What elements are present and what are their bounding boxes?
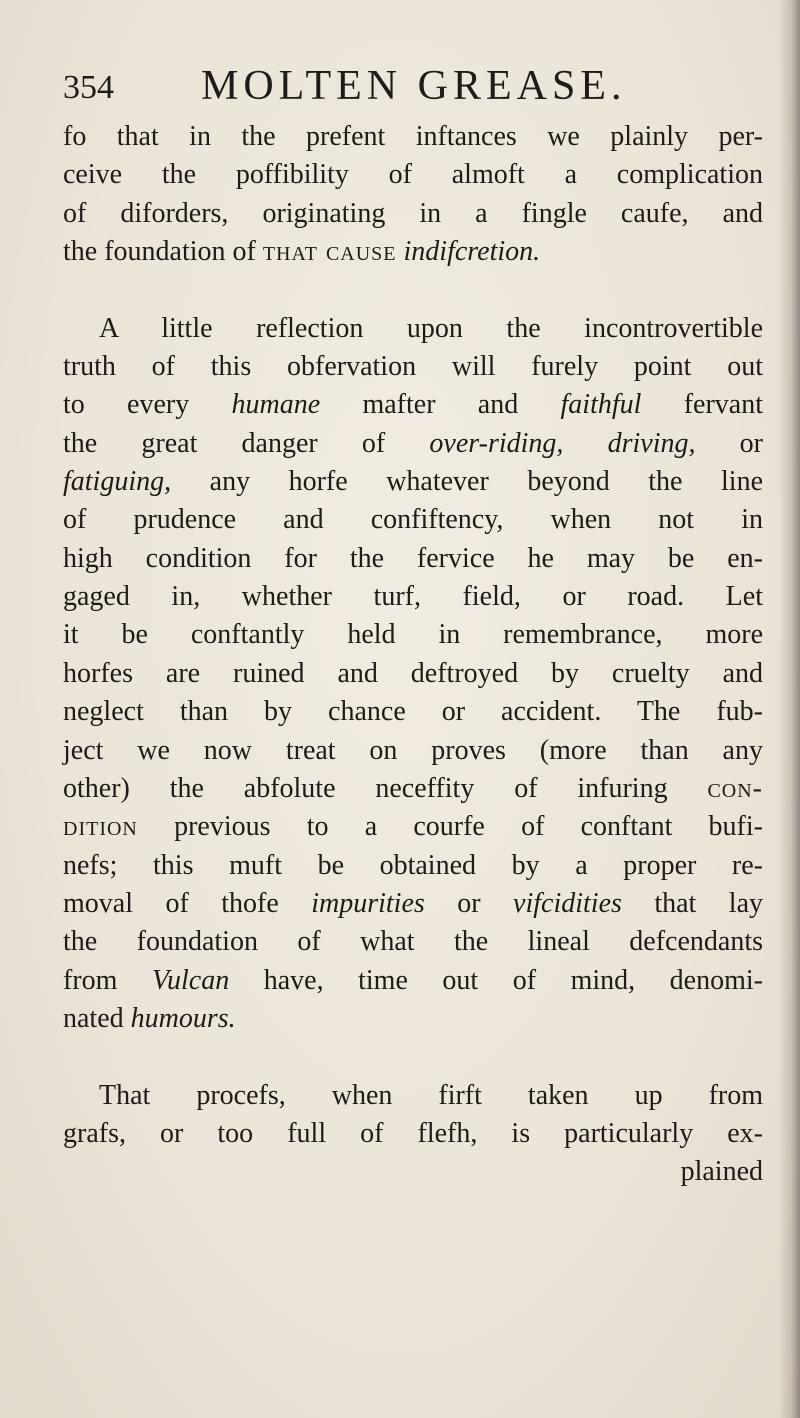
page-number: 354 — [63, 69, 114, 106]
catchword: plained — [680, 1156, 763, 1188]
text-segment — [563, 428, 607, 459]
text-line — [63, 732, 763, 770]
text-line — [63, 540, 763, 578]
text-line — [63, 1000, 763, 1038]
small-caps-text: con- — [707, 772, 763, 804]
text-segment: or — [695, 427, 763, 459]
text-segment: the foundation of what the lineal defcendants — [63, 926, 763, 958]
text-segment: have, time out of mind, denomi- — [229, 964, 763, 996]
text-segment: gaged in, whether turf, field, or road. Let — [63, 581, 763, 613]
text-line — [63, 770, 763, 808]
page-header — [63, 62, 763, 110]
italic-text: humane — [231, 389, 321, 421]
small-caps-text: that cause — [262, 236, 397, 268]
text-line — [63, 156, 763, 194]
text-line — [63, 578, 763, 616]
text-line — [63, 885, 763, 923]
text-line — [63, 1115, 763, 1153]
italic-text: fatiguing, — [63, 466, 172, 498]
text-segment: the foundation of — [63, 236, 263, 268]
text-segment: ject we now treat on proves (more than any — [63, 734, 763, 766]
text-segment: previous to a courfe of conftant bufi- — [137, 811, 763, 843]
text-segment: nefs; this muft be obtained by a proper re- — [63, 849, 763, 881]
text-segment: fervant — [641, 389, 763, 421]
running-head: MOLTEN GREASE. — [201, 63, 627, 109]
italic-text: over-riding, — [429, 427, 564, 459]
text-segment: nated — [63, 1002, 131, 1034]
text-segment: ceive the poffibility of almoft a complication — [63, 159, 763, 191]
page-edge-shadow — [778, 0, 800, 1418]
text-segment: or — [424, 887, 514, 919]
italic-text: vifcidities — [513, 887, 622, 919]
text-segment: fo that in the prefent inftances we plainly per- — [63, 121, 763, 152]
text-line — [63, 1077, 763, 1115]
text-line — [63, 348, 763, 386]
text-line — [63, 808, 763, 846]
text-segment: mafter and — [320, 389, 561, 421]
text-segment: other) the abfolute neceffity of infuring — [63, 772, 708, 804]
italic-text: Vulcan — [151, 964, 230, 996]
text-segment: that lay — [621, 887, 763, 919]
text-segment: moval of thofe — [63, 887, 312, 919]
small-caps-text: dition — [63, 811, 138, 843]
text-line — [63, 693, 763, 731]
italic-text: impurities — [311, 887, 425, 919]
text-segment: truth of this obfervation will furely point out — [63, 351, 763, 383]
text-line — [63, 923, 763, 961]
paragraph-2 — [63, 310, 763, 1039]
text-line — [63, 463, 763, 501]
text-segment: the great danger of — [63, 427, 430, 459]
text-line — [63, 310, 763, 348]
italic-text: faithful — [560, 389, 642, 421]
text-segment: That procefs, when firft taken up from — [99, 1079, 763, 1111]
text-line — [63, 233, 763, 271]
text-segment — [397, 236, 404, 267]
text-line — [63, 847, 763, 885]
body-text — [63, 118, 763, 1192]
text-segment: grafs, or too full of flefh, is particularly ex- — [63, 1117, 763, 1149]
text-segment: any horfe whatever beyond the line — [171, 466, 763, 498]
italic-text: humours. — [130, 1002, 236, 1034]
paragraph-gap — [63, 271, 763, 309]
text-segment: it be conftantly held in remembrance, more — [63, 619, 763, 651]
text-segment: horfes are ruined and deftroyed by cruelty and — [63, 657, 763, 689]
paragraph-3 — [63, 1077, 763, 1154]
italic-text: indifcretion. — [403, 236, 541, 268]
text-segment: of prudence and confiftency, when not in — [63, 504, 763, 536]
text-line — [63, 195, 763, 233]
paragraph-gap — [63, 1038, 763, 1076]
text-line — [63, 425, 763, 463]
italic-text: driving, — [607, 427, 696, 459]
paragraph-1 — [63, 118, 763, 271]
text-line — [63, 962, 763, 1000]
text-line — [63, 386, 763, 424]
text-segment: high condition for the fervice he may be en- — [63, 542, 763, 574]
text-segment: neglect than by chance or accident. The fub- — [63, 696, 763, 728]
text-segment: A little reflection upon the incontrovertible — [99, 312, 763, 344]
text-segment: of diforders, originating in a fingle caufe, and — [63, 197, 763, 229]
text-line — [63, 501, 763, 539]
text-line — [63, 655, 763, 693]
text-segment: from — [63, 964, 152, 996]
text-line — [63, 118, 763, 156]
text-line — [63, 616, 763, 654]
text-segment: to every — [63, 389, 232, 421]
